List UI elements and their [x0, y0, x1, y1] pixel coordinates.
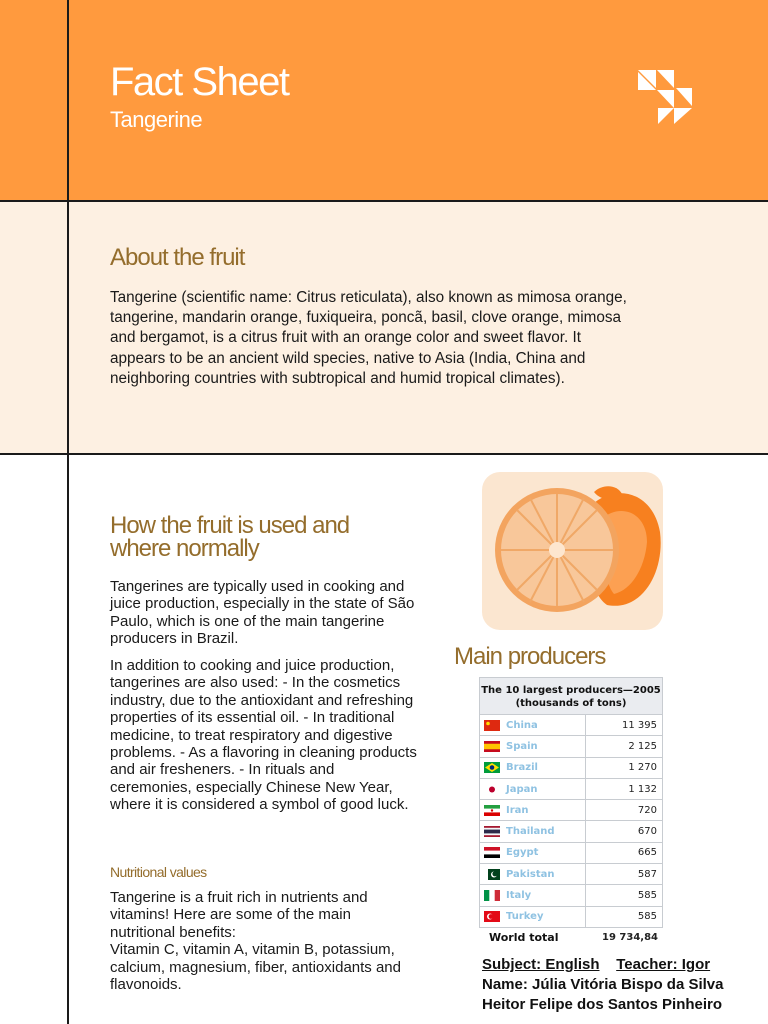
country-cell [480, 821, 586, 841]
country-name: Turkey [506, 911, 544, 923]
china-flag-icon [484, 720, 500, 731]
country-cell [480, 779, 586, 799]
production-value: 587 [637, 868, 657, 880]
country-name: China [506, 719, 538, 731]
japan-flag-icon [484, 784, 500, 795]
usage-paragraph-1: Tangerines are typically used in cooking and juice production, especially in the state of São Paulo, which is one of the main tangerine producers in Brazil. [110, 578, 415, 648]
brazil-flag-icon [484, 762, 500, 773]
production-value: 585 [637, 890, 657, 902]
production-value: 670 [637, 826, 657, 838]
country-cell [480, 758, 586, 778]
usage-heading: How the fruit is used and where normally [110, 512, 350, 562]
pakistan-flag-icon [484, 869, 500, 880]
producers-table [479, 677, 663, 951]
nutrition-paragraph [110, 889, 420, 993]
table-row [479, 843, 663, 864]
country-cell [480, 864, 586, 884]
country-cell [480, 843, 586, 863]
country-name: Iran [506, 804, 529, 816]
country-name: Thailand [506, 826, 555, 838]
page-subtitle: Tangerine [110, 107, 203, 132]
total-value: 19 734,84 [602, 932, 658, 944]
production-value: 2 125 [628, 740, 657, 752]
country-cell [480, 736, 586, 756]
production-value: 1 132 [628, 783, 657, 795]
footer-name-line-2: Heitor Felipe dos Santos Pinheiro [482, 996, 723, 1013]
divider-line-top [0, 200, 768, 202]
table-row [479, 758, 663, 779]
italy-flag-icon [484, 890, 500, 901]
table-units: (thousands of tons) [515, 698, 627, 709]
table-row [479, 821, 663, 842]
nutrition-intro: Tangerine is a fruit rich in nutrients and vitamins! Here are some of the main nutritional benefits: [110, 889, 368, 941]
subject-label: Subject: English [482, 956, 600, 973]
total-label: World total [489, 931, 559, 945]
producers-heading: Main producers [454, 643, 606, 670]
production-value: 720 [637, 804, 657, 816]
usage-paragraph-2: In addition to cooking and juice production, tangerines are also used: - In the cosmetics industry, due to the antioxidant and refreshing properties of its essential oil. - In traditional medicine, to treat respiratory and digestive problems. - As a flavoring in cleaning products and air fresheners. - In rituals and ceremonies, especially Chinese New Year, where it is considered a symbol of good luck. [110, 657, 417, 814]
country-name: Pakistan [506, 868, 555, 880]
table-row [479, 779, 663, 800]
country-name: Japan [506, 783, 538, 795]
table-row [479, 864, 663, 885]
production-value: 585 [637, 911, 657, 923]
egypt-flag-icon [484, 847, 500, 858]
teacher-label: Teacher: Igor [616, 956, 711, 973]
vertical-margin-line [67, 0, 69, 1024]
producers-table-header [479, 677, 663, 715]
about-heading: About the fruit [110, 244, 245, 271]
production-value: 665 [637, 847, 657, 859]
about-paragraph: Tangerine (scientific name: Citrus reticulata), also known as mimosa orange, tangerine, mandarin orange, fuxiqueira, poncã, basil, clove orange, mimosa and bergamot, is a citrus fruit with an orange color and sweet flavor. It appears to be an ancient wild species, native to Asia (India, China and neighboring countries with subtropical and humid tropical climates). [110, 289, 627, 387]
table-row [479, 715, 663, 736]
footer-subject-line [482, 955, 710, 974]
table-row [479, 907, 663, 928]
page-title: Fact Sheet [110, 60, 289, 104]
country-cell [480, 800, 586, 820]
table-total-row [479, 928, 663, 948]
country-name: Spain [506, 740, 538, 752]
footer-name-line: Name: Júlia Vitória Bispo da Silva [482, 976, 724, 993]
spain-flag-icon [484, 741, 500, 752]
table-title: The 10 largest producers—2005 [481, 685, 661, 696]
nutrition-heading: Nutritional values [110, 864, 207, 880]
triangle-mosaic-logo-icon [636, 68, 692, 124]
country-cell [480, 885, 586, 905]
country-name: Brazil [506, 762, 538, 774]
nutrition-list: Vitamin C, vitamin A, vitamin B, potassium, calcium, magnesium, fiber, antioxidants and flavonoids. [110, 941, 401, 994]
table-row [479, 885, 663, 906]
turkey-flag-icon [484, 911, 500, 922]
thailand-flag-icon [484, 826, 500, 837]
country-name: Egypt [506, 847, 539, 859]
table-row [479, 800, 663, 821]
country-cell [480, 715, 586, 735]
country-cell [480, 907, 586, 927]
production-value: 11 395 [622, 719, 657, 731]
country-name: Italy [506, 890, 532, 902]
table-row [479, 736, 663, 757]
iran-flag-icon [484, 805, 500, 816]
tangerine-photo [482, 472, 663, 630]
production-value: 1 270 [628, 762, 657, 774]
divider-line-middle [0, 453, 768, 455]
